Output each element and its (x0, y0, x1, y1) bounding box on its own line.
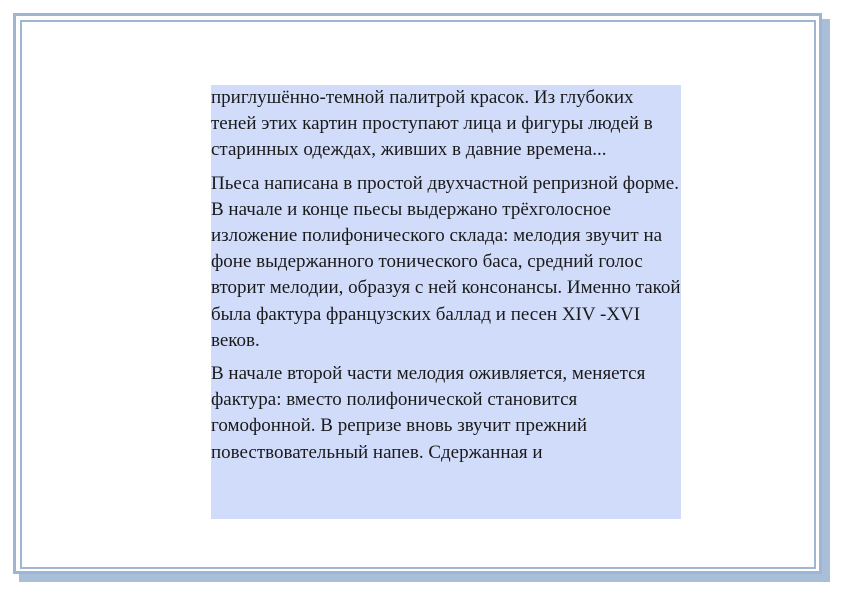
paragraph-1: приглушённо-темной палитрой красок. Из глубоких теней этих картин проступают лица и фигуры людей в старинных одеждах, живших в давние времена... (211, 87, 653, 161)
text-block (211, 85, 681, 473)
paragraph-2: Пьеса написана в простой двухчастной репризной форме. В начале и конце пьесы выдержано трёхголосное изложение полифонического склада: мелодия звучит на фоне выдержанного тонического баса, средний голос вторит мелодии, образуя с ней консонансы. Именно такой была фактура французских баллад и песен XIV -XVI веков. (211, 172, 681, 351)
paragraph-3: В начале второй части мелодия оживляется, меняется фактура: вместо полифонической становится гомофонной. В репризе вновь звучит прежний повествовательный напев. Сдержанная и (211, 363, 646, 463)
